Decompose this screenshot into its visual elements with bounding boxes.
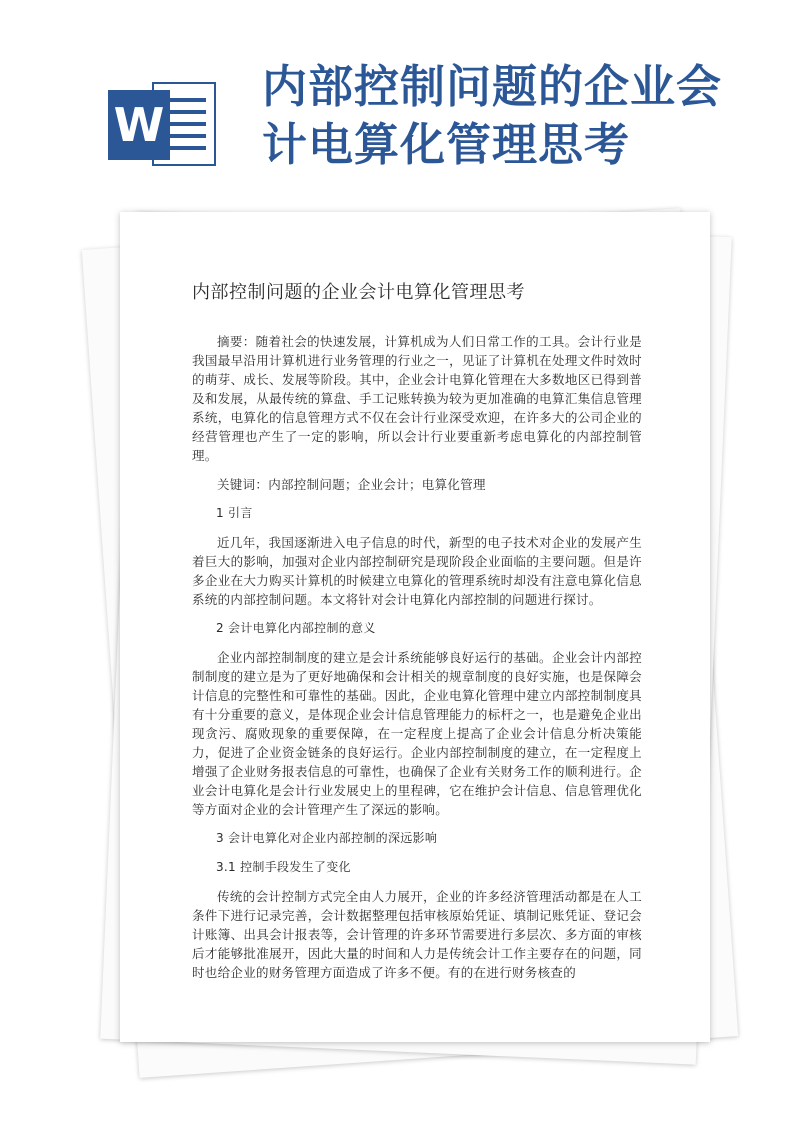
section-heading-1: 1 引言 <box>216 506 253 520</box>
section-1-paragraph: 近几年，我国逐渐进入电子信息的时代，新型的电子技术对企业的发展产生着巨大的影响，加强对企业内部控制研究是现阶段企业面临的主要问题。但是许多企业在大力购买计算机的时候建立电算化的管理系统时却没有注意电算化信息系统的内部控制问题。本文将针对会计电算化内部控制的问题进行探讨。 <box>192 535 642 607</box>
word-document-icon <box>108 76 216 172</box>
article-title: 内部控制问题的企业会计电算化管理思考 <box>192 282 525 303</box>
section-2-paragraph: 企业内部控制制度的建立是会计系统能够良好运行的基础。企业会计内部控制制度的建立是为了更好地确保和会计相关的规章制度的良好实施，也是保障会计信息的完整性和可靠性的基础。因此，企业电算化管理中建立内部控制制度具有十分重要的意义，是体现企业会计信息管理能力的标杆之一，也是避免企业出现贪污、腐败现象的重要保障，在一定程度上提高了企业会计信息分析决策能力，促进了企业资金链条的良好运行。企业内部控制制度的建立，在一定程度上增强了企业财务报表信息的可靠性，也确保了企业有关财务工作的顺利进行。企业会计电算化是会计行业发展史上的里程碑，它在维护会计信息、信息管理优化等方面对企业的会计管理产生了深远的影响。 <box>192 650 642 817</box>
page-title: 内部控制问题的企业会计电算化管理思考 <box>262 60 723 171</box>
section-heading-3-1: 3.1 控制手段发生了变化 <box>216 860 351 874</box>
section-heading-3: 3 会计电算化对企业内部控制的深远影响 <box>216 831 438 845</box>
keywords-line: 关键词：内部控制问题；企业会计；电算化管理 <box>217 477 486 492</box>
section-3-1-paragraph: 传统的会计控制方式完全由人力展开，企业的许多经济管理活动都是在人工条件下进行记录完善，会计数据整理包括审核原始凭证、填制记账凭证、登记会计账簿、出具会计报表等，会计管理的许多环节需要进行多层次、多方面的审核后才能够批准展开，因此大量的时间和人力是传统会计工作主要存在的问题，同时也给企业的财务管理方面造成了许多不便。有的在进行财务核查的 <box>192 889 642 980</box>
word-icon-badge: W <box>108 90 170 160</box>
document-header <box>0 0 800 215</box>
page-content <box>192 278 642 992</box>
section-heading-2: 2 会计电算化内部控制的意义 <box>216 621 376 635</box>
abstract-paragraph: 摘要：随着社会的快速发展，计算机成为人们日常工作的工具。会计行业是我国最早沿用计算机进行业务管理的行业之一，见证了计算机在处理文件时效时的萌芽、成长、发展等阶段。其中，企业会计电算化管理在大多数地区已得到普及和发展，从最传统的算盘、手工记账转换为较为更加准确的电算汇集信息管理系统，电算化的信息管理方式不仅在会计行业深受欢迎，在许多大的公司企业的经营管理也产生了一定的影响，所以会计行业要重新考虑电算化的内部控制管理。 <box>192 334 642 463</box>
document-page <box>120 212 710 1042</box>
